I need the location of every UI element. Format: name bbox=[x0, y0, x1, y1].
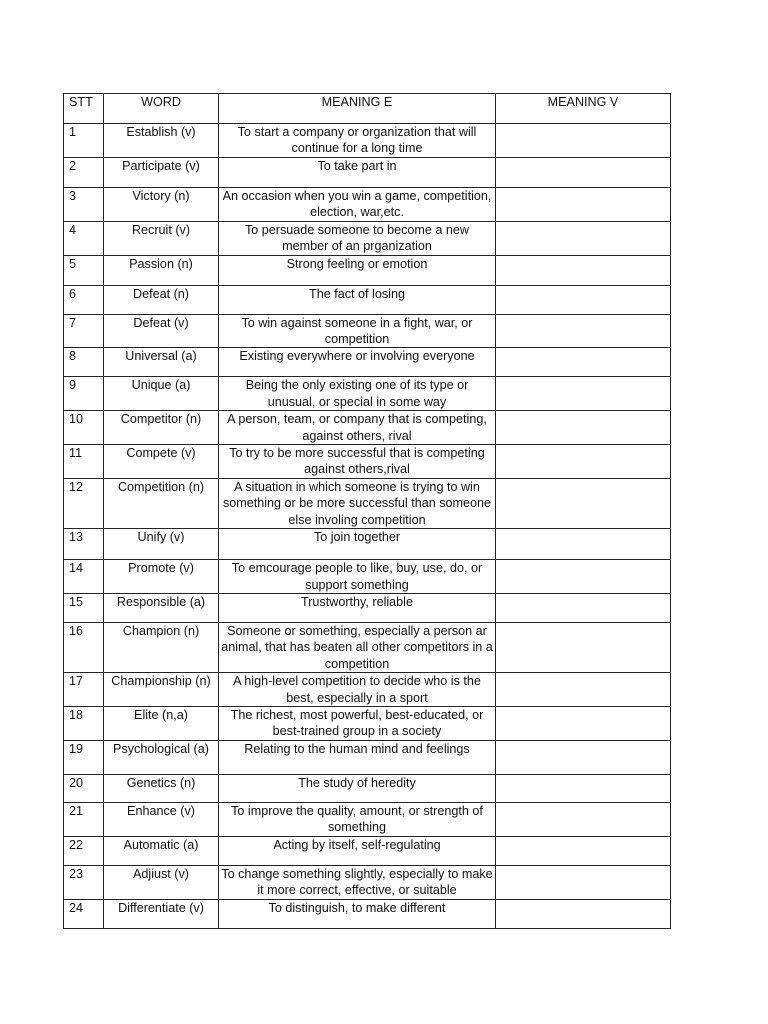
header-stt: STT bbox=[64, 94, 104, 124]
cell-stt: 11 bbox=[64, 445, 104, 479]
table-row bbox=[64, 157, 671, 187]
cell-meaning-v bbox=[496, 285, 671, 314]
cell-meaning-e: Acting by itself, self-regulating bbox=[219, 836, 496, 865]
cell-word: Genetics (n) bbox=[104, 774, 219, 802]
table-row bbox=[64, 740, 671, 774]
cell-meaning-e: Relating to the human mind and feelings bbox=[219, 740, 496, 774]
cell-stt: 23 bbox=[64, 865, 104, 899]
table-row bbox=[64, 865, 671, 899]
cell-word: Establish (v) bbox=[104, 124, 219, 158]
cell-stt: 16 bbox=[64, 622, 104, 672]
cell-meaning-e: To join together bbox=[219, 529, 496, 560]
table-row bbox=[64, 411, 671, 445]
cell-meaning-v bbox=[496, 622, 671, 672]
cell-stt: 7 bbox=[64, 314, 104, 348]
cell-meaning-e: A situation in which someone is trying to win something or be more successful than someone else involing competition bbox=[219, 478, 496, 528]
cell-word: Responsible (a) bbox=[104, 593, 219, 622]
cell-meaning-v bbox=[496, 865, 671, 899]
cell-word: Championship (n) bbox=[104, 673, 219, 707]
cell-meaning-e: To distinguish, to make different bbox=[219, 899, 496, 928]
cell-meaning-e: A person, team, or company that is competing, against others, rival bbox=[219, 411, 496, 445]
cell-stt: 24 bbox=[64, 899, 104, 928]
cell-meaning-e: Strong feeling or emotion bbox=[219, 255, 496, 285]
cell-word: Adjiust (v) bbox=[104, 865, 219, 899]
cell-word: Elite (n,a) bbox=[104, 706, 219, 740]
table-row bbox=[64, 593, 671, 622]
cell-word: Compete (v) bbox=[104, 445, 219, 479]
header-meaning-v: MEANING V bbox=[496, 94, 671, 124]
table-row bbox=[64, 622, 671, 672]
cell-meaning-v bbox=[496, 478, 671, 528]
table-row bbox=[64, 255, 671, 285]
cell-meaning-e: To change something slightly, especially to make it more correct, effective, or suitable bbox=[219, 865, 496, 899]
cell-word: Passion (n) bbox=[104, 255, 219, 285]
cell-stt: 19 bbox=[64, 740, 104, 774]
cell-meaning-e: The fact of losing bbox=[219, 285, 496, 314]
table-row bbox=[64, 445, 671, 479]
cell-meaning-v bbox=[496, 124, 671, 158]
table-row bbox=[64, 478, 671, 528]
cell-word: Promote (v) bbox=[104, 560, 219, 594]
cell-meaning-v bbox=[496, 187, 671, 221]
cell-word: Competition (n) bbox=[104, 478, 219, 528]
cell-meaning-e: To start a company or organization that will continue for a long time bbox=[219, 124, 496, 158]
cell-word: Participate (v) bbox=[104, 157, 219, 187]
cell-meaning-e: To emcourage people to like, buy, use, do, or support something bbox=[219, 560, 496, 594]
cell-meaning-e: Existing everywhere or involving everyone bbox=[219, 348, 496, 377]
cell-stt: 10 bbox=[64, 411, 104, 445]
cell-word: Differentiate (v) bbox=[104, 899, 219, 928]
header-row bbox=[64, 94, 671, 124]
table-row bbox=[64, 377, 671, 411]
table-row bbox=[64, 560, 671, 594]
cell-stt: 6 bbox=[64, 285, 104, 314]
table-row bbox=[64, 124, 671, 158]
cell-meaning-v bbox=[496, 836, 671, 865]
cell-meaning-e: To win against someone in a fight, war, or competition bbox=[219, 314, 496, 348]
cell-meaning-v bbox=[496, 157, 671, 187]
table-row bbox=[64, 706, 671, 740]
cell-meaning-e: To take part in bbox=[219, 157, 496, 187]
table-row bbox=[64, 348, 671, 377]
table-row bbox=[64, 529, 671, 560]
cell-stt: 9 bbox=[64, 377, 104, 411]
cell-stt: 14 bbox=[64, 560, 104, 594]
cell-meaning-e: Trustworthy, reliable bbox=[219, 593, 496, 622]
header-meaning-e: MEANING E bbox=[219, 94, 496, 124]
cell-word: Defeat (n) bbox=[104, 285, 219, 314]
cell-meaning-e: The richest, most powerful, best-educated, or best-trained group in a society bbox=[219, 706, 496, 740]
cell-stt: 22 bbox=[64, 836, 104, 865]
cell-meaning-v bbox=[496, 802, 671, 836]
cell-meaning-e: Someone or something, especially a person ar animal, that has beaten all other competitors in a competition bbox=[219, 622, 496, 672]
table-row bbox=[64, 187, 671, 221]
cell-meaning-e: To try to be more successful that is competing against others,rival bbox=[219, 445, 496, 479]
cell-meaning-e: Being the only existing one of its type or unusual, or special in some way bbox=[219, 377, 496, 411]
cell-word: Recruit (v) bbox=[104, 221, 219, 255]
cell-stt: 4 bbox=[64, 221, 104, 255]
cell-stt: 13 bbox=[64, 529, 104, 560]
cell-meaning-v bbox=[496, 706, 671, 740]
cell-meaning-e: To persuade someone to become a new member of an prganization bbox=[219, 221, 496, 255]
cell-stt: 8 bbox=[64, 348, 104, 377]
cell-word: Unify (v) bbox=[104, 529, 219, 560]
table-row bbox=[64, 285, 671, 314]
cell-stt: 2 bbox=[64, 157, 104, 187]
table-row bbox=[64, 836, 671, 865]
cell-meaning-v bbox=[496, 529, 671, 560]
cell-stt: 15 bbox=[64, 593, 104, 622]
cell-meaning-e: A high-level competition to decide who is the best, especially in a sport bbox=[219, 673, 496, 707]
cell-word: Champion (n) bbox=[104, 622, 219, 672]
cell-word: Universal (a) bbox=[104, 348, 219, 377]
cell-meaning-v bbox=[496, 560, 671, 594]
cell-word: Competitor (n) bbox=[104, 411, 219, 445]
cell-meaning-v bbox=[496, 377, 671, 411]
cell-meaning-v bbox=[496, 899, 671, 928]
cell-meaning-v bbox=[496, 593, 671, 622]
cell-meaning-v bbox=[496, 740, 671, 774]
cell-meaning-v bbox=[496, 445, 671, 479]
header-word: WORD bbox=[104, 94, 219, 124]
cell-stt: 18 bbox=[64, 706, 104, 740]
cell-stt: 1 bbox=[64, 124, 104, 158]
table-row bbox=[64, 899, 671, 928]
cell-stt: 17 bbox=[64, 673, 104, 707]
table-row bbox=[64, 221, 671, 255]
vocabulary-table bbox=[63, 93, 671, 929]
cell-stt: 21 bbox=[64, 802, 104, 836]
table-body bbox=[64, 124, 671, 929]
cell-meaning-v bbox=[496, 348, 671, 377]
cell-meaning-e: To improve the quality, amount, or strength of something bbox=[219, 802, 496, 836]
cell-stt: 3 bbox=[64, 187, 104, 221]
table-row bbox=[64, 314, 671, 348]
cell-word: Victory (n) bbox=[104, 187, 219, 221]
cell-stt: 12 bbox=[64, 478, 104, 528]
cell-meaning-v bbox=[496, 314, 671, 348]
cell-meaning-v bbox=[496, 411, 671, 445]
cell-meaning-e: An occasion when you win a game, competition, election, war,etc. bbox=[219, 187, 496, 221]
cell-meaning-v bbox=[496, 255, 671, 285]
cell-meaning-v bbox=[496, 673, 671, 707]
cell-word: Psychological (a) bbox=[104, 740, 219, 774]
cell-word: Automatic (a) bbox=[104, 836, 219, 865]
cell-stt: 5 bbox=[64, 255, 104, 285]
cell-word: Unique (a) bbox=[104, 377, 219, 411]
table-row bbox=[64, 802, 671, 836]
cell-meaning-e: The study of heredity bbox=[219, 774, 496, 802]
cell-meaning-v bbox=[496, 774, 671, 802]
cell-stt: 20 bbox=[64, 774, 104, 802]
table-row bbox=[64, 774, 671, 802]
table-row bbox=[64, 673, 671, 707]
cell-word: Defeat (v) bbox=[104, 314, 219, 348]
cell-meaning-v bbox=[496, 221, 671, 255]
cell-word: Enhance (v) bbox=[104, 802, 219, 836]
